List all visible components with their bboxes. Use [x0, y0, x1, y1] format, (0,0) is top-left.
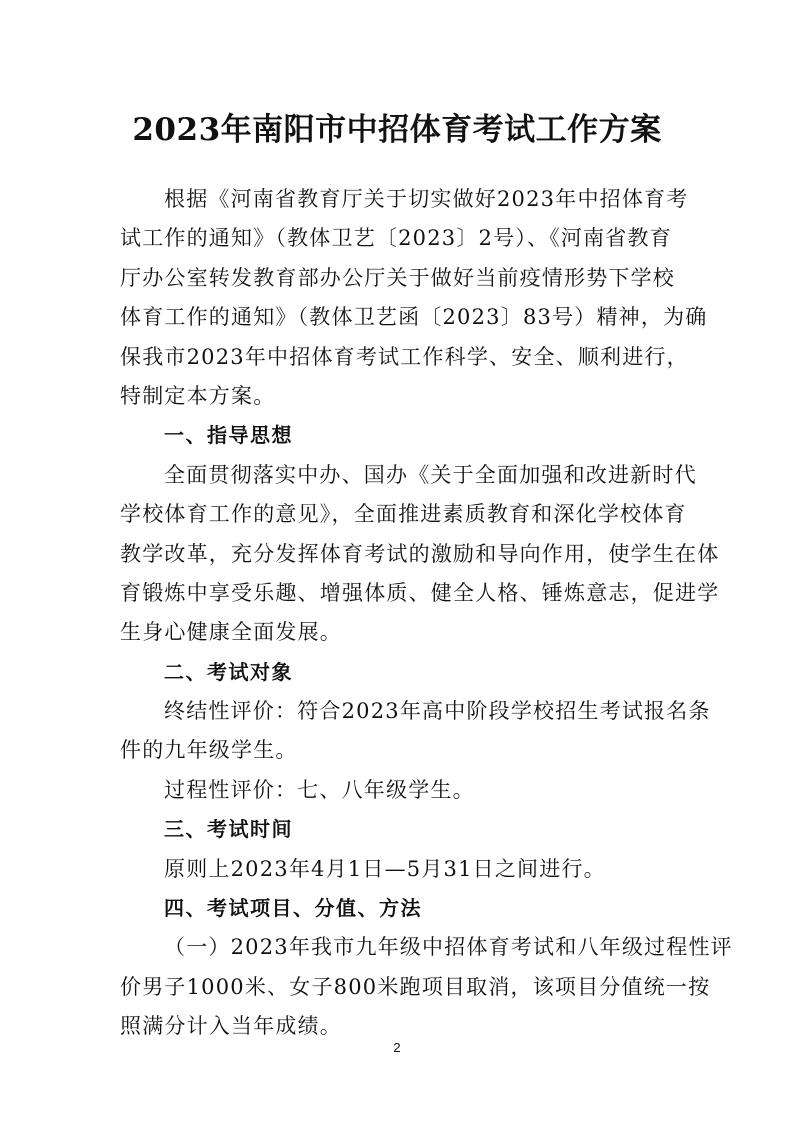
paragraph-line: 终结性评价：符合2023年高中阶段学校招生考试报名条: [164, 699, 711, 724]
document-body: [120, 180, 733, 1047]
paragraph-line: 教学改革，充分发挥体育考试的激励和导向作用，使学生在体: [120, 541, 720, 566]
document-title: 2023年南阳市中招体育考试工作方案: [132, 112, 662, 148]
intro-line: 特制定本方案。: [120, 383, 276, 408]
intro-line: 根据《河南省教育厅关于切实做好2023年中招体育考: [164, 187, 689, 211]
page-number: 2: [393, 1040, 401, 1055]
paragraph-line: 件的九年级学生。: [120, 738, 298, 763]
paragraph-line: 生身心健康全面发展。: [120, 620, 342, 645]
paragraph-line: 照满分计入当年成绩。: [120, 1014, 342, 1039]
paragraph-line: 学校体育工作的意见》，全面推进素质教育和深化学校体育: [120, 502, 687, 527]
paragraph-line: 原则上2023年4月1日—5月31日之间进行。: [164, 856, 606, 881]
intro-line: 试工作的通知》（教体卫艺〔2023〕2号）、《河南省教育: [120, 226, 672, 251]
intro-line: 保我市2023年中招体育考试工作科学、安全、顺利进行，: [120, 344, 689, 369]
paragraph-line: 全面贯彻落实中办、国办《关于全面加强和改进新时代: [164, 462, 697, 487]
paragraph-line: 过程性评价：七、八年级学生。: [164, 777, 475, 802]
paragraph-line: （一）2023年我市九年级中招体育考试和八年级过程性评: [164, 935, 733, 960]
section-heading: 四、考试项目、分值、方法: [164, 896, 422, 921]
paragraph-line: 育锻炼中享受乐趣、增强体质、健全人格、锤炼意志，促进学: [120, 580, 720, 605]
section-heading: 一、指导思想: [164, 423, 293, 448]
section-heading: 二、考试对象: [164, 659, 293, 684]
paragraph-line: 价男子1000米、女子800米跑项目取消，该项目分值统一按: [120, 974, 711, 999]
section-heading: 三、考试时间: [164, 817, 293, 842]
intro-line: 体育工作的通知》（教体卫艺函〔2023〕83号）精神，为确: [120, 305, 708, 330]
intro-line: 厅办公室转发教育部办公厅关于做好当前疫情形势下学校: [120, 265, 675, 290]
